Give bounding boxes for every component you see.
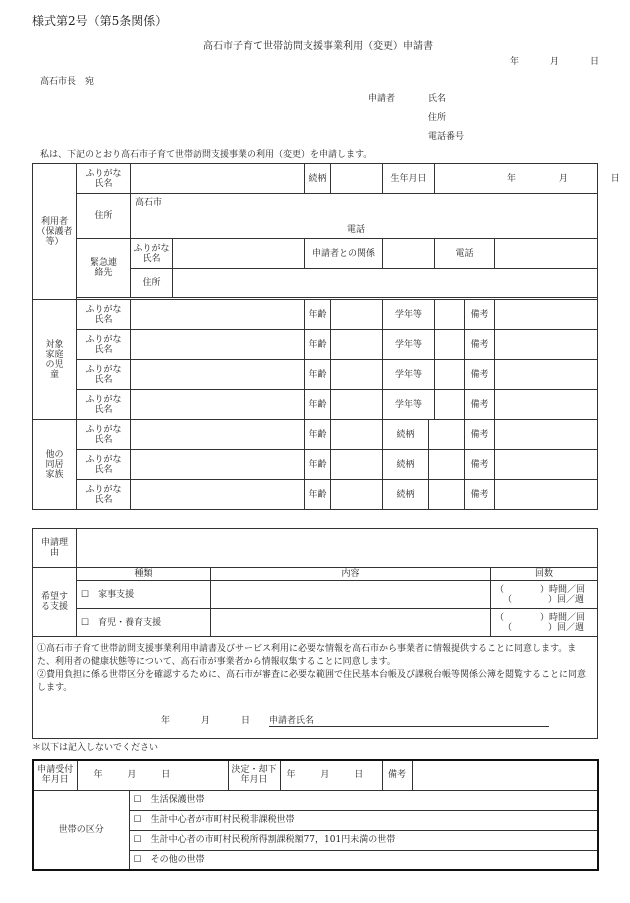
child-name-field[interactable]: [131, 360, 305, 390]
date-day: 日: [590, 57, 600, 67]
family-age-field[interactable]: [331, 480, 383, 510]
applicant-address-label: 住所: [428, 113, 447, 123]
support-label: 希望する支援: [33, 568, 77, 637]
family-note-field[interactable]: [495, 450, 598, 480]
signature-line[interactable]: 申請者氏名: [269, 716, 549, 727]
user-address-field[interactable]: [131, 194, 598, 239]
phone-label: 電話: [347, 225, 366, 235]
applicant-phone-label: 電話番号: [428, 132, 465, 142]
child-grade-field[interactable]: [435, 360, 465, 390]
child-age-field[interactable]: [331, 390, 383, 420]
housework-content-field[interactable]: [211, 581, 491, 609]
family-age-field[interactable]: [331, 420, 383, 450]
date-month: 月: [550, 57, 560, 67]
furigana-label: ふりがな: [85, 168, 122, 179]
date-year: 年: [510, 57, 520, 67]
reason-label: 申請理由: [33, 529, 77, 568]
addressee: 高石市長 宛: [40, 77, 95, 87]
note-label: 備考: [465, 300, 495, 330]
child-age-field[interactable]: [331, 330, 383, 360]
applicant-label: 申請者: [368, 94, 396, 104]
received-date[interactable]: 年 月 日: [77, 760, 228, 790]
family-relation-field[interactable]: [429, 450, 465, 480]
category-option[interactable]: ☐ 生計中心者の市町村民税所得割課税額77，101円未満の世帯: [129, 830, 598, 850]
main-table: 利用者（保護者等） ふりがな 氏名 続柄 生年月日 年 月 日 住所 高石市 電話 緊急連絡先 ふりがな 氏名 申請者との関係 電話 住所 対象家庭の児童 ふりがな 氏名 年齢 学年等 備考 ふりがな 氏名 年齢 学年等 備考 ふりがな 氏名 年齢 学年等 備考 ふりがな 氏名 年齢 学年等 備考 他の同居家族 ふりがな 氏名 年齢 続柄 備考 ふりがな 氏名 年齢 続柄 備考 ふりがな 氏名 年齢 続柄 備考: [32, 163, 598, 510]
user-section-label: 利用者（保護者等）: [33, 164, 77, 300]
office-note-label: 備考: [382, 760, 412, 790]
child-name-field[interactable]: [131, 330, 305, 360]
family-relation-field[interactable]: [429, 480, 465, 510]
address-label: 住所: [77, 194, 131, 239]
child-grade-field[interactable]: [435, 390, 465, 420]
name-label: 氏名: [94, 178, 113, 189]
emergency-phone-field[interactable]: [495, 239, 598, 269]
received-label: 申請受付年月日: [33, 760, 77, 790]
family-note-field[interactable]: [495, 420, 598, 450]
child-age-field[interactable]: [331, 300, 383, 330]
support-item-childcare[interactable]: ☐ 育児・養育支援: [77, 609, 211, 637]
category-option[interactable]: ☐ 生活保護世帯: [129, 790, 598, 810]
reason-field[interactable]: [77, 529, 598, 568]
user-relation-field[interactable]: [331, 164, 383, 194]
category-option[interactable]: ☐ その他の世帯: [129, 850, 598, 870]
emergency-relation-field[interactable]: [383, 239, 435, 269]
child-note-field[interactable]: [495, 390, 598, 420]
consent-text-1: ①高石市子育て世帯訪問支援事業利用申請書及びサービス利用に必要な情報を高石市から事業者に情報提供することに同意します。また、利用者の健康状態等について、高石市が事業者から情報収集することに同意します。: [37, 644, 577, 667]
family-name-field[interactable]: [131, 450, 305, 480]
intro-text: 私は、下記のとおり高石市子育て世帯訪問支援事業の利用（変更）を申請します。: [40, 150, 373, 160]
request-table: 申請理由 希望する支援 種類 内容 回数 ☐ 家事支援 （ ）時間／回 （ ）回／週 ☐ 育児・養育支援 （ ）時間／回 （ ）回／週 ①高石市子育て世帯訪問支援事業利用申請書及びサービス利用に必要な情報を高石市から事業者に情報提供することに同意します。また、利用者の健康状態等について、高石市が事業者から情報収集することに同意します。 ②費用負担に係る世帯区分を確認するために、高石市が審査に必要な範囲で住民基本台帳及び課税台帳等関係公簿を閲覧することに同意します。 年 月 日 申請者氏名: [32, 528, 598, 739]
type-header: 種類: [77, 568, 211, 581]
relation-label: 続柄: [305, 164, 331, 194]
family-relation-field[interactable]: [429, 420, 465, 450]
family-note-field[interactable]: [495, 480, 598, 510]
checkbox-icon[interactable]: ☐: [81, 617, 90, 628]
office-notice: ＊以下は記入しないでください: [32, 743, 159, 753]
emergency-name-field[interactable]: [173, 239, 305, 269]
child-note-field[interactable]: [495, 300, 598, 330]
user-birthdate-field[interactable]: 年 月 日: [435, 164, 598, 194]
user-name-field[interactable]: [131, 164, 305, 194]
form-title: 高石市子育て世帯訪問支援事業利用（変更）申請書: [203, 41, 433, 52]
address-prefix: 高石市: [135, 198, 163, 208]
child-section-label: 対象家庭の児童: [33, 300, 77, 420]
child-age-field[interactable]: [331, 360, 383, 390]
emergency-label: 緊急連絡先: [77, 239, 131, 298]
consent-text-2: ②費用負担に係る世帯区分を確認するために、高石市が審査に必要な範囲で住民基本台帳及び課税台帳等関係公簿を閲覧することに同意します。: [37, 670, 587, 693]
child-name-field[interactable]: [131, 390, 305, 420]
count-header: 回数: [491, 568, 598, 581]
support-item-housework[interactable]: ☐ 家事支援: [77, 581, 211, 609]
childcare-content-field[interactable]: [211, 609, 491, 637]
child-grade-field[interactable]: [435, 300, 465, 330]
office-note-field[interactable]: [412, 760, 598, 790]
child-note-field[interactable]: [495, 360, 598, 390]
child-name-field[interactable]: [131, 300, 305, 330]
birthdate-label: 生年月日: [383, 164, 435, 194]
category-label: 世帯の区分: [33, 790, 129, 870]
applicant-relation-label: 申請者との関係: [305, 239, 383, 269]
child-grade-field[interactable]: [435, 330, 465, 360]
family-name-field[interactable]: [131, 420, 305, 450]
family-age-field[interactable]: [331, 450, 383, 480]
grade-label: 学年等: [383, 300, 435, 330]
category-option[interactable]: ☐ 生計中心者が市町村民税非課税世帯: [129, 810, 598, 830]
content-header: 内容: [211, 568, 491, 581]
emergency-address-field[interactable]: [173, 269, 598, 298]
emergency-address-label: 住所: [131, 269, 173, 298]
decision-date[interactable]: 年 月 日: [280, 760, 382, 790]
family-name-field[interactable]: [131, 480, 305, 510]
applicant-name-label: 氏名: [428, 94, 447, 104]
child-note-field[interactable]: [495, 330, 598, 360]
family-section-label: 他の同居家族: [33, 420, 77, 510]
emergency-phone-label: 電話: [435, 239, 495, 269]
decision-label: 決定・却下年月日: [228, 760, 280, 790]
age-label: 年齢: [305, 300, 331, 330]
form-number: 様式第2号（第5条関係）: [32, 14, 168, 28]
checkbox-icon[interactable]: ☐: [81, 589, 90, 600]
office-table: [32, 759, 599, 871]
consent-box: ①高石市子育て世帯訪問支援事業利用申請書及びサービス利用に必要な情報を高石市から事業者に情報提供することに同意します。また、利用者の健康状態等について、高石市が事業者から情報収集することに同意します。 ②費用負担に係る世帯区分を確認するために、高石市が審査に必要な範囲で住民基本台帳及び課税台帳等関係公簿を閲覧することに同意します。 年 月 日 申請者氏名: [33, 637, 598, 739]
